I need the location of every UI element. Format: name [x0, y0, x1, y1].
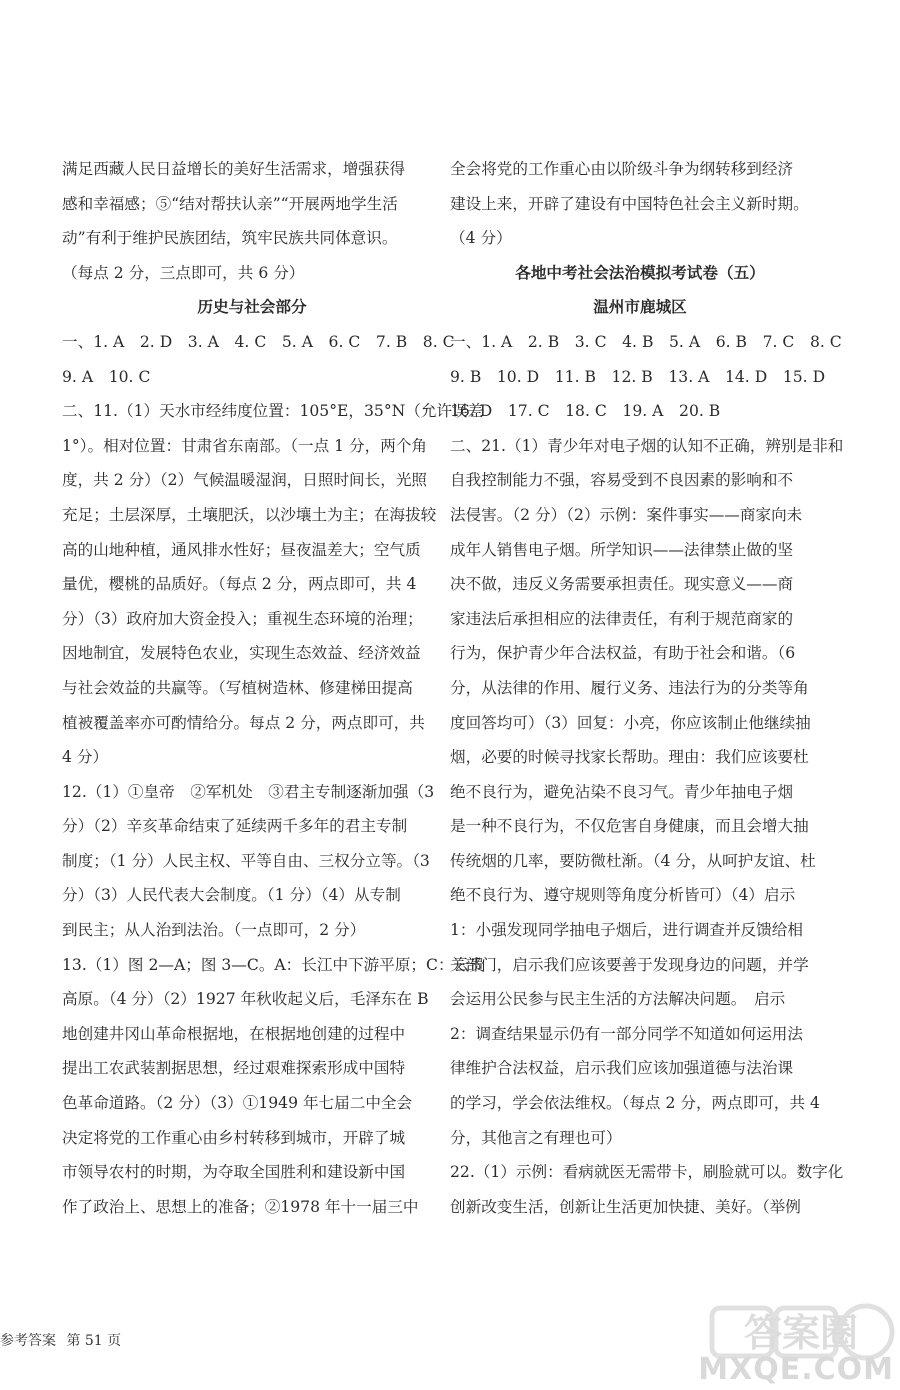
text-line: 量优，樱桃的品质好。（每点 2 分，两点即可，共 4 [62, 575, 417, 594]
text-line: 全会将党的工作重心由以阶级斗争为纲转移到经济 [450, 160, 794, 178]
text-line: 关部门，启示我们应该要善于发现身边的问题，并学 [450, 955, 809, 974]
text-line: 色革命道路。（2 分）（3）①1949 年七届二中全会 [62, 1094, 413, 1113]
text-line: 22.（1）示例：看病就医无需带卡，刷脸就可以。数字化 [450, 1163, 844, 1182]
text-line: 到民主；从人治到法治。（一点即可，2 分） [62, 921, 366, 940]
text-line: 绝不良行为、遵守规则等角度分析皆可）（4）启示 [450, 886, 796, 905]
text-line: 16. D 17. C 18. C 19. A 20. B [450, 402, 721, 421]
text-line: 12.（1）①皇帝 ②军机处 ③君主专制逐渐加强（3 [62, 782, 435, 801]
text-line: 家违法后承担相应的法律责任，有利于规范商家的 [450, 609, 794, 628]
text-line: 决定将党的工作重心由乡村转移到城市，开辟了城 [62, 1128, 406, 1147]
text-line: 传统烟的几率，要防微杜渐。（4 分，从呵护友谊、杜 [450, 851, 816, 870]
section-heading-history: 历史与社会部分 [197, 297, 307, 317]
text-line: 分）（3）政府加大资金投入；重视生态环境的治理； [62, 609, 423, 628]
text-line: 烟，必要的时候寻找家长帮助。理由：我们应该要杜 [450, 748, 809, 767]
watermark-logo-text: 答案圈 [743, 1311, 859, 1355]
text-line: 1°）。相对位置：甘肃省东南部。（一点 1 分，两个角 [62, 436, 428, 455]
text-line: 动”有利于维护民族团结，筑牢民族共同体意识。 [62, 229, 398, 248]
text-line: 9. B 10. D 11. B 12. B 13. A 14. D 15. D [450, 367, 826, 386]
text-line: 二、11.（1）天水市经纬度位置：105°E，35°N（允许误差 [62, 402, 484, 421]
text-line: 4 分） [62, 748, 109, 767]
footer-page-number: 第 51 页 [66, 1333, 122, 1349]
text-line: 2：调查结果显示仍有一部分同学不知道如何运用法 [450, 1024, 803, 1043]
text-line: 成年人销售电子烟。所学知识——法律禁止做的坚 [450, 540, 794, 559]
text-line: 的学习，学会依法维权。（每点 2 分，两点即可，共 4 [450, 1094, 820, 1113]
text-line: 充足；土层深厚，土壤肥沃，以沙壤土为主；在海拔较 [62, 505, 437, 524]
text-line: 一、1. A 2. D 3. A 4. C 5. A 6. C 7. B 8. C [62, 332, 455, 351]
text-line: 会运用公民参与民主生活的方法解决问题。 启示 [450, 990, 786, 1009]
right-column [450, 152, 844, 1224]
text-line: 自我控制能力不强，容易受到不良因素的影响和不 [450, 471, 794, 490]
text-line: 分，其他言之有理也可） [450, 1128, 622, 1147]
text-line: 植被覆盖率亦可酌情给分。每点 2 分，两点即可，共 [62, 713, 425, 732]
text-line: 度，共 2 分）（2）气候温暖湿润，日照时间长，光照 [62, 471, 428, 490]
text-line: 市领导农村的时期，为夺取全国胜利和建设新中国 [62, 1163, 406, 1182]
text-line: 制度；（1 分）人民主权、平等自由、三权分立等。（3 [62, 851, 430, 870]
text-line: 度回答均可）（3）回复：小亮，你应该制止他继续抽 [450, 713, 811, 732]
text-line: 与社会效益的共赢等。（写植树造林、修建梯田提高 [62, 678, 413, 697]
text-line: 满足西藏人民日益增长的美好生活需求，增强获得 [62, 160, 406, 178]
text-line: 1：小强发现同学抽电子烟后，进行调查并反馈给相 [450, 921, 803, 940]
text-line: 提出工农武装割据思想，经过艰难探索形成中国特 [62, 1059, 406, 1078]
text-line: 绝不良行为，避免沾染不良习气。青少年抽电子烟 [450, 782, 794, 801]
text-line: 因地制宜，发展特色农业，实现生态效益、经济效益 [62, 644, 421, 663]
text-line: 高的山地种植，通风排水性好；昼夜温差大；空气质 [62, 540, 421, 559]
footer-label: 参考答案 [0, 1333, 56, 1349]
text-line: 高原。（4 分）（2）1927 年秋收起义后，毛泽东在 B [62, 990, 429, 1009]
text-line: 分）（2）辛亥革命结束了延续两千多年的君主专制 [62, 817, 408, 836]
watermark-url: MXQE.COM [698, 1352, 894, 1387]
text-line: 一、1. A 2. B 3. C 4. B 5. A 6. B 7. C 8. C [450, 332, 842, 351]
text-line: 作了政治上、思想上的准备；②1978 年十一届三中 [62, 1197, 419, 1216]
text-line: 律维护合法权益，启示我们应该加强道德与法治课 [450, 1059, 794, 1078]
text-line: 法侵害。（2 分）（2）示例：案件事实——商家向未 [450, 505, 803, 524]
text-line: 创新改变生活，创新让生活更加快捷、美好。（举例 [450, 1197, 801, 1216]
text-line: （每点 2 分，三点即可，共 6 分） [62, 263, 305, 282]
text-line: （4 分） [450, 229, 512, 248]
text-line: 分，从法律的作用、履行义务、违法行为的分类等角 [450, 678, 809, 697]
text-line: 行为，保护青少年合法权益，有助于社会和谐。（6 [450, 644, 796, 663]
text-line: 分）（3）人民代表大会制度。（1 分）（4）从专制 [62, 886, 401, 905]
exam-title: 各地中考社会法治模拟考试卷（五） [515, 262, 765, 282]
text-line: 是一种不良行为，不仅危害自身健康，而且会增大抽 [450, 817, 809, 836]
text-line: 9. A 10. C [62, 367, 151, 386]
text-line: 建设上来，开辟了建设有中国特色社会主义新时期。 [450, 194, 809, 213]
text-line: 感和幸福感；⑤“结对帮扶认亲”“开展两地学生活 [62, 194, 398, 213]
left-column [62, 152, 485, 1224]
page-footer [0, 1330, 121, 1350]
text-line: 地创建井冈山革命根据地，在根据地创建的过程中 [62, 1024, 406, 1043]
text-line: 决不做，违反义务需要承担责任。现实意义——商 [450, 575, 794, 594]
exam-subtitle: 温州市鹿城区 [593, 297, 687, 317]
text-line: 13.（1）图 2—A；图 3—C。A：长江中下游平原；C：云贵 [62, 955, 485, 974]
text-line: 二、21.（1）青少年对电子烟的认知不正确，辨别是非和 [450, 436, 844, 455]
